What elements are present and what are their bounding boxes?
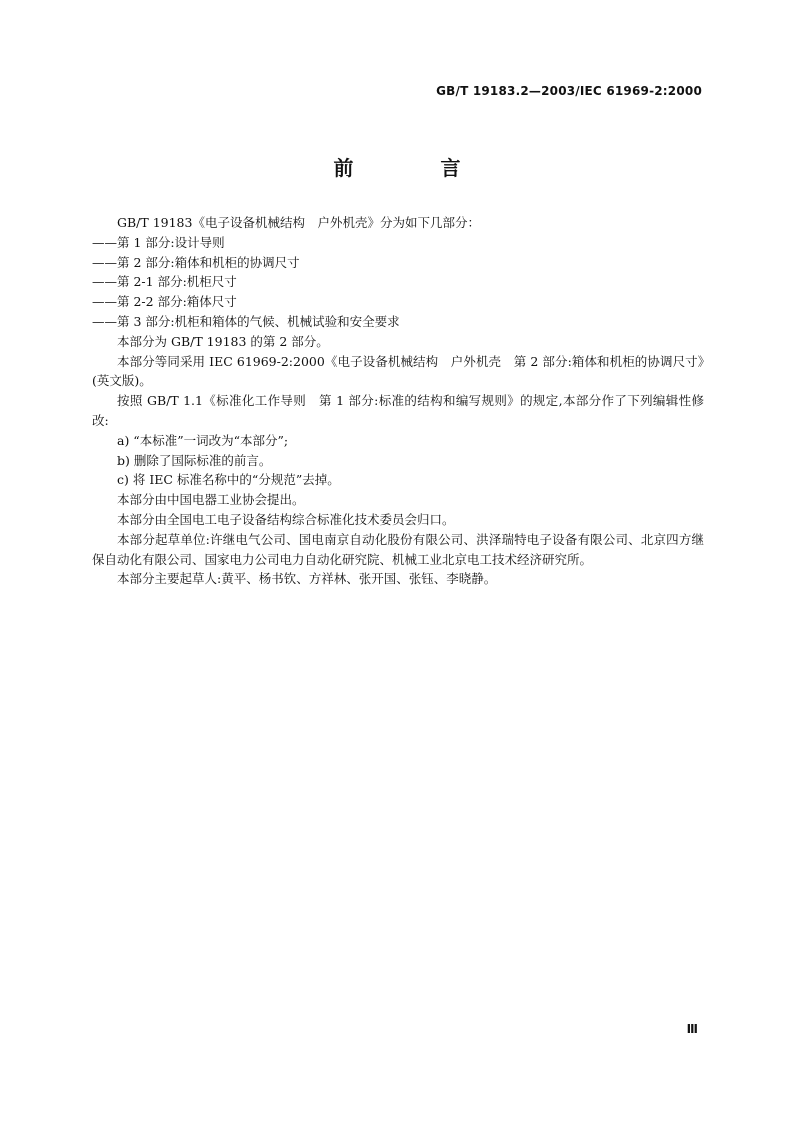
paragraph-parts-intro: GB/T 19183《电子设备机械结构 户外机壳》分为如下几部分： [117,215,480,230]
list-item-part-1: ——第 1 部分:设计导则 [92,234,225,250]
standard-code: GB/T 19183.2—2003/IEC 61969-2:2000 [436,84,702,98]
paragraph-drafting-units: 本部分起草单位:许继电气公司、国电南京自动化股份有限公司、洪泽瑞特电子设备有限公司、北京四方继保自动化有限公司、国家电力公司电力自动化研究院、机械工业北京电工技术经济研究所。 [92,531,704,567]
paragraph-adoption: 本部分等同采用 IEC 61969-2:2000《电子设备机械结构 户外机壳 第 2 部分:箱体和机柜的协调尺寸》(英文版)。 [92,353,704,389]
list-item-part-2-2: ——第 2-2 部分:箱体尺寸 [92,294,237,310]
list-item-part-3: ——第 3 部分:机柜和箱体的气候、机械试验和安全要求 [92,313,400,329]
paragraph-proposed-by: 本部分由中国电器工业协会提出。 [117,492,305,508]
list-item-part-2-1: ——第 2-1 部分:机柜尺寸 [92,274,237,290]
list-item-change-b: b) 删除了国际标准的前言。 [117,452,272,468]
page-number: Ⅲ [686,1022,698,1036]
paragraph-centralized-by: 本部分由全国电工电子设备结构综合标准化技术委员会归口。 [117,511,455,527]
list-item-part-2: ——第 2 部分:箱体和机柜的协调尺寸 [92,254,300,270]
paragraph-drafters: 本部分主要起草人:黄平、杨书钦、方祥林、张开国、张钰、李晓静。 [117,571,497,587]
page-title: 前 言 [333,156,501,180]
document-body [92,213,704,589]
paragraph-editorial-changes: 按照 GB/T 1.1《标准化工作导则 第 1 部分:标准的结构和编写规则》的规定,本部分作了下列编辑性修改: [92,393,704,428]
paragraph-this-part: 本部分为 GB/T 19183 的第 2 部分。 [117,333,329,349]
list-item-change-c: c) 将 IEC 标准名称中的“分规范”去掉。 [117,472,340,488]
list-item-change-a: a) “本标准”一词改为“本部分”; [117,432,289,448]
